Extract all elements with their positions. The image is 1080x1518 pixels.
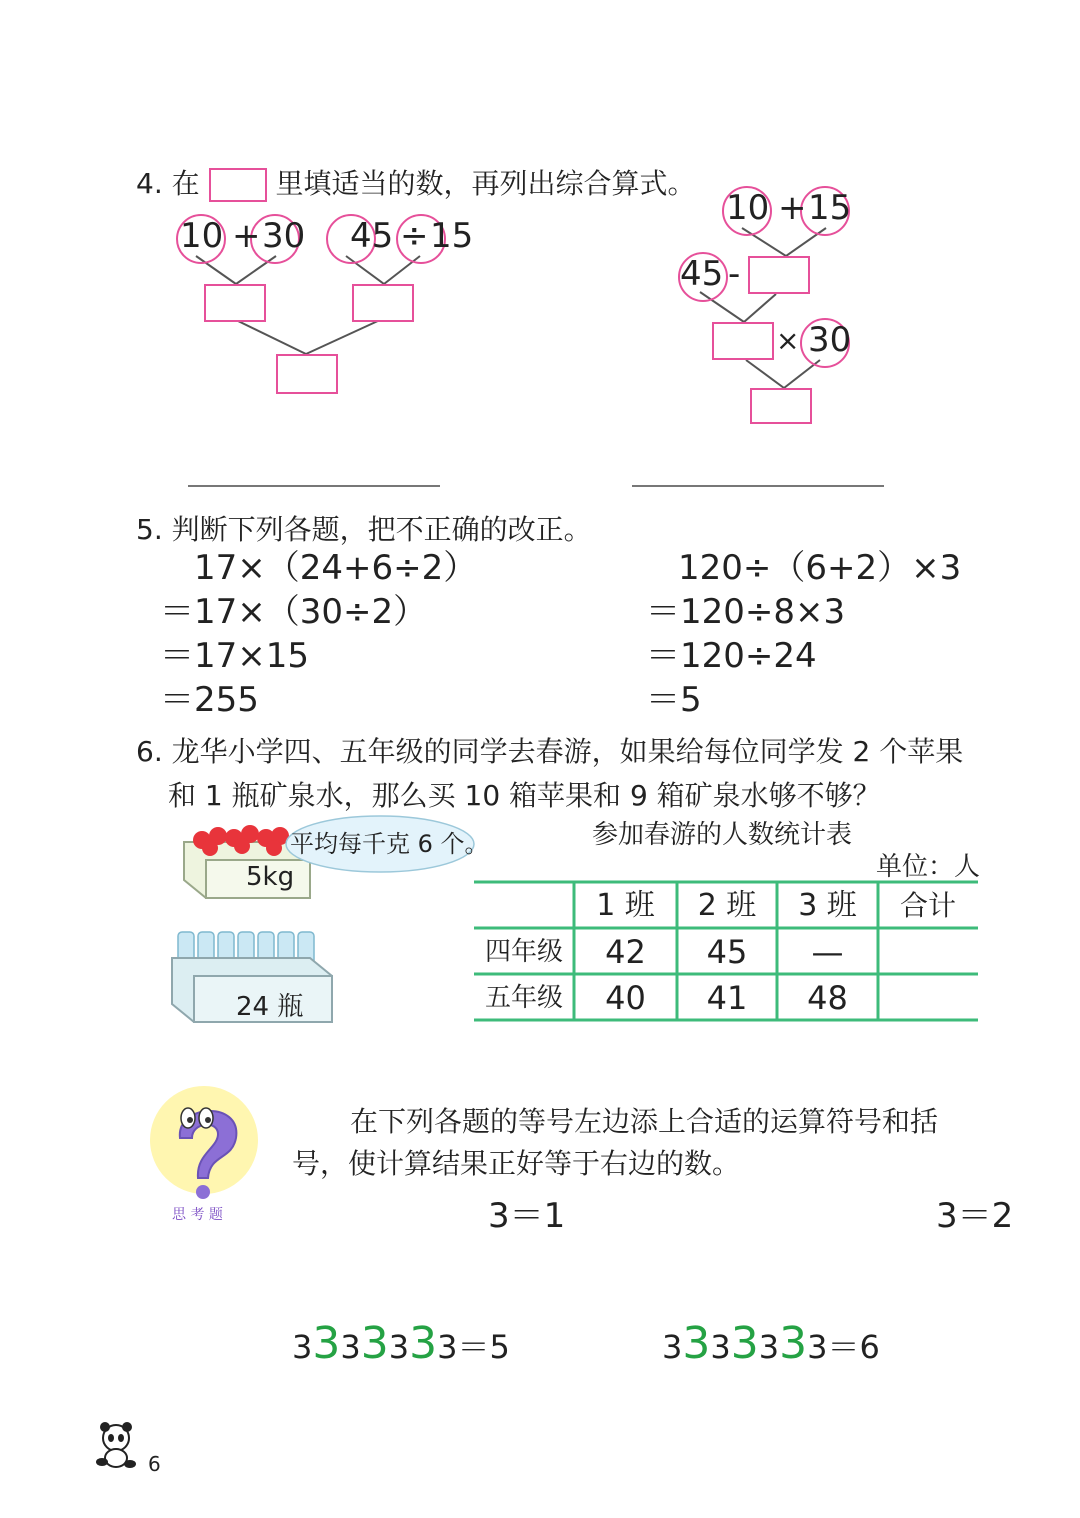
eq-digit: 3 [437, 1328, 458, 1366]
q4-t2-op2: - [728, 254, 741, 294]
think-eq3 [292, 1318, 510, 1379]
q6-line1: 龙华小学四、五年级的同学去春游，如果给每位同学发 2 个苹果 [171, 735, 964, 768]
q5-left-line: 17×（24+6÷2） [194, 548, 478, 588]
water-crate-illustration [170, 926, 334, 1026]
cloud-text: 平均每千克 6 个。 [290, 830, 489, 858]
table-header-cell [574, 884, 677, 928]
table-unit: 单位：人 [876, 852, 981, 882]
eq-rhs: ＝5 [457, 1328, 510, 1366]
table-header-cell [677, 884, 777, 928]
q6-line2: 和 1 瓶矿泉水，那么买 10 箱苹果和 9 箱矿泉水够不够？ [168, 779, 881, 812]
eq-digit: 3 [388, 1328, 410, 1366]
q5-left-steps [160, 546, 477, 722]
q4-t2-e: 30 [808, 320, 852, 360]
answer-box[interactable] [712, 322, 774, 360]
eq-digit: 3 [758, 1328, 780, 1366]
q4-t1-b: 30 [262, 216, 306, 256]
eq-digit: 3 [292, 1328, 313, 1366]
think-badge [146, 1082, 264, 1224]
think-line2: 号，使计算结果正好等于右边的数。 [292, 1147, 741, 1180]
eq-digit: 3 [409, 1318, 438, 1369]
eq-rhs: ＝6 [827, 1328, 880, 1366]
q4-t1-op2: ÷ [400, 216, 429, 256]
q5-right-line: ＝5 [646, 680, 702, 720]
header-text: 1 班 [596, 888, 655, 923]
header-text: 合计 [899, 889, 956, 922]
q6-number: 6. [136, 735, 163, 768]
page-number: 6 [148, 1452, 161, 1476]
q4-number: 4. [136, 167, 163, 200]
eq-digit: 3 [340, 1328, 361, 1366]
think-badge-label: 思 考 题 [172, 1207, 223, 1223]
q5-right-line: ＝120÷24 [646, 636, 817, 676]
eq-digit: 3 [662, 1328, 683, 1366]
q5-prompt [136, 508, 592, 548]
table-title: 参加春游的人数统计表 [592, 820, 853, 850]
table-header-cell [878, 884, 978, 928]
q4-t2-mul: × [776, 324, 800, 357]
eq-digit: 3 [682, 1318, 711, 1369]
stats-table [474, 880, 978, 1022]
table-cell: 48 [807, 979, 848, 1017]
table-row-label: 四年级 [484, 937, 563, 967]
q5-left-line: ＝17×15 [160, 636, 310, 676]
answer-box[interactable] [276, 354, 338, 394]
think-line1: 在下列各题的等号左边添上合适的运算符号和括 [350, 1105, 939, 1138]
q5-text: 判断下列各题，把不正确的改正。 [171, 513, 592, 546]
table-cell: 40 [605, 979, 646, 1017]
q5-right-line: ＝120÷8×3 [646, 592, 846, 632]
q4-text: 里填适当的数，再列出综合算式。 [275, 167, 696, 200]
q4-t1-a: 10 [180, 216, 224, 256]
answer-box[interactable] [352, 284, 414, 322]
answer-box[interactable] [204, 284, 266, 322]
table-cell: 41 [706, 979, 748, 1017]
q5-left-line: ＝255 [160, 680, 259, 720]
table-row-label: 五年级 [484, 983, 563, 1013]
think-eq4 [662, 1318, 880, 1379]
table-cell: 45 [706, 933, 748, 971]
header-text: 2 班 [697, 888, 757, 923]
q5-right-steps [646, 546, 961, 722]
q4-t2-a: 10 [726, 188, 770, 228]
answer-box[interactable] [750, 388, 812, 424]
q4-t2-c: 45 [680, 254, 724, 294]
q5-left-line: ＝17×（30÷2） [160, 592, 428, 632]
apple-weight-label: 5kg [246, 862, 295, 892]
water-count-label: 24 瓶 [236, 992, 304, 1022]
table-cell: 42 [605, 933, 646, 971]
q5-number: 5. [136, 513, 163, 546]
speech-cloud [282, 812, 489, 876]
answer-box[interactable] [748, 256, 810, 294]
q4-t2-b: 15 [808, 188, 852, 228]
eq-digit: 3 [360, 1318, 389, 1369]
table-header-cell [777, 884, 878, 928]
q4-t1-op1: + [232, 216, 261, 256]
panda-icon [92, 1420, 142, 1470]
think-eq1: 3＝1 [488, 1196, 566, 1236]
eq-digit: 3 [312, 1318, 341, 1369]
eq-digit: 3 [730, 1318, 759, 1369]
header-text: 3 班 [798, 888, 857, 923]
think-eq2: 3＝2 [936, 1196, 1014, 1236]
q4-t1-c: 45 [350, 216, 394, 256]
eq-digit: 3 [710, 1328, 731, 1366]
q6-prompt [136, 730, 963, 770]
q4-t1-d: 15 [430, 216, 474, 256]
q4-prefix: 在 [171, 167, 200, 200]
eq-digit: 3 [807, 1328, 828, 1366]
eq-digit: 3 [779, 1318, 808, 1369]
table-total-cell[interactable] [878, 976, 978, 1020]
table-total-cell[interactable] [878, 930, 978, 974]
q5-right-line: 120÷（6+2）×3 [678, 548, 962, 588]
q4-t2-op1: + [778, 188, 807, 228]
table-cell: — [811, 933, 844, 971]
